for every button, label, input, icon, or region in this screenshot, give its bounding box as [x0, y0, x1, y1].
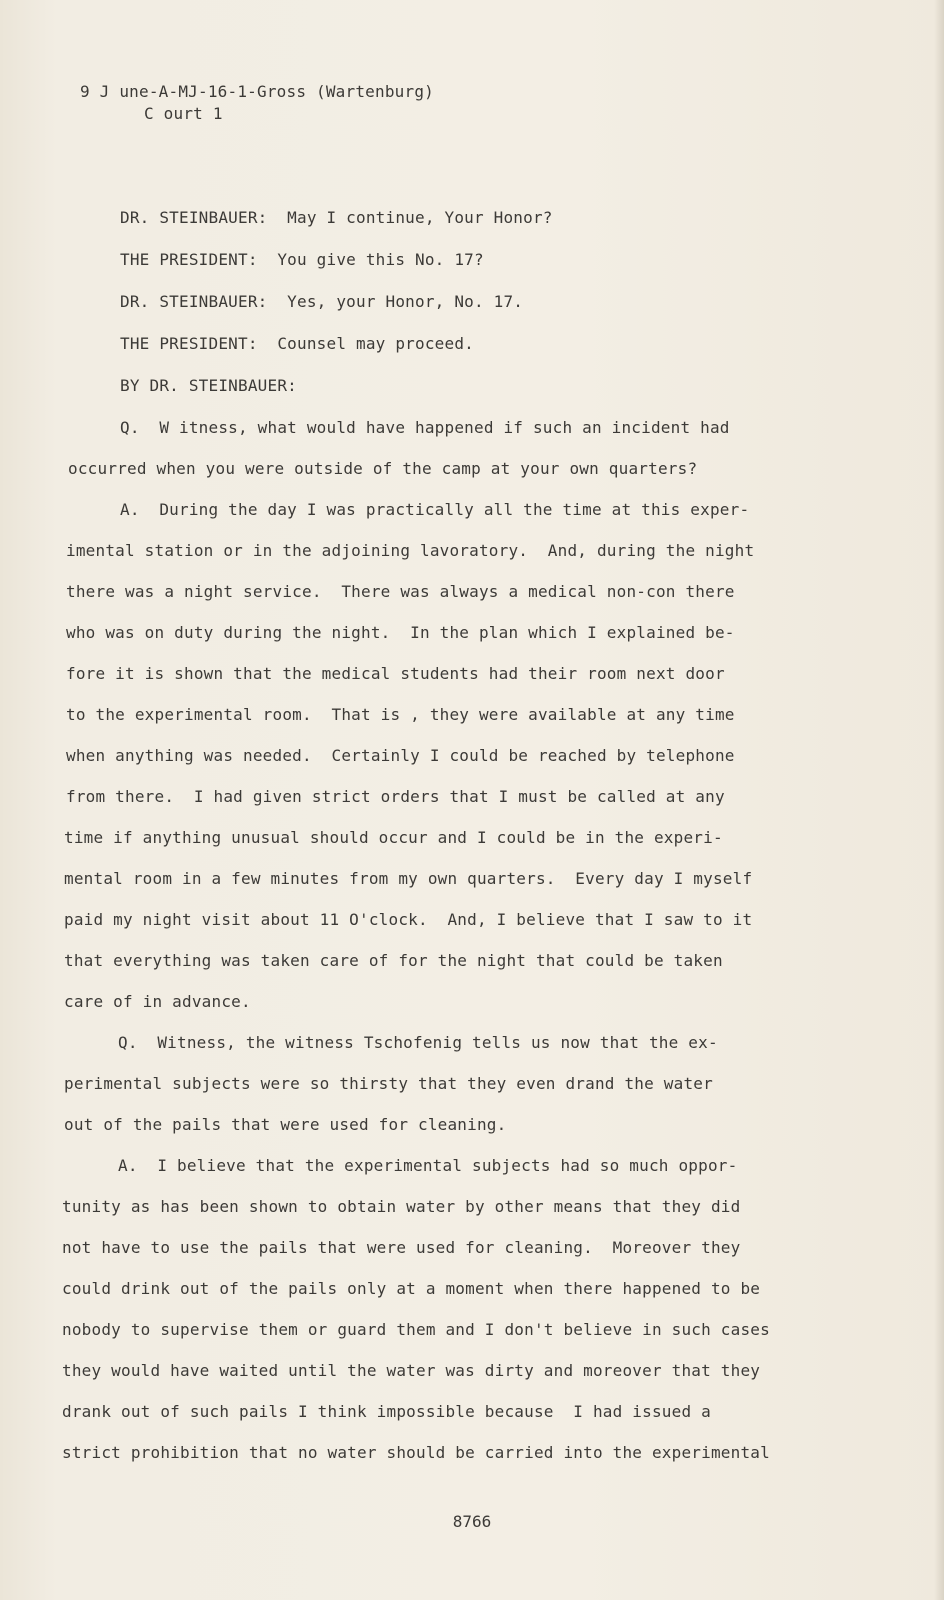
transcript-line: not have to use the pails that were used for cleaning. Moreover they: [62, 1238, 741, 1257]
transcript-line: strict prohibition that no water should be carried into the experimental: [62, 1443, 770, 1462]
transcript-line: drank out of such pails I think impossible because I had issued a: [62, 1402, 711, 1421]
transcript-line: they would have waited until the water was dirty and moreover that they: [62, 1361, 761, 1380]
transcript-line: who was on duty during the night. In the plan which I explained be-: [66, 623, 735, 642]
transcript-line: paid my night visit about 11 O'clock. And, I believe that I saw to it: [64, 910, 753, 929]
transcript-line: A. I believe that the experimental subjects had so much oppor-: [118, 1156, 738, 1175]
transcript-line: out of the pails that were used for cleaning.: [64, 1115, 507, 1134]
transcript-line: to the experimental room. That is , they were available at any time: [66, 705, 735, 724]
transcript-line: perimental subjects were so thirsty that they even drand the water: [64, 1074, 713, 1093]
transcript-line: BY DR. STEINBAUER:: [120, 376, 297, 395]
transcript-line: time if anything unusual should occur and I could be in the experi-: [64, 828, 723, 847]
transcript-line: imental station or in the adjoining lavoratory. And, during the night: [66, 541, 755, 560]
transcript-line: THE PRESIDENT: You give this No. 17?: [120, 250, 484, 269]
transcript-line: there was a night service. There was always a medical non-con there: [66, 582, 735, 601]
transcript-line: that everything was taken care of for the night that could be taken: [64, 951, 723, 970]
transcript-line: A. During the day I was practically all the time at this exper-: [120, 500, 750, 519]
transcript-line: Q. Witness, the witness Tschofenig tells us now that the ex-: [118, 1033, 718, 1052]
transcript-line: Q. W itness, what would have happened if such an incident had: [120, 418, 730, 437]
transcript-line: care of in advance.: [64, 992, 251, 1011]
header-case-line: 9 J une-A-MJ-16-1-Gross (Wartenburg): [80, 82, 434, 101]
header-court-line: C ourt 1: [144, 104, 223, 123]
transcript-line: mental room in a few minutes from my own quarters. Every day I myself: [64, 869, 753, 888]
transcript-line: fore it is shown that the medical students had their room next door: [66, 664, 725, 683]
page-number: 8766: [452, 1512, 492, 1531]
page-edge-shadow: [934, 0, 944, 1600]
transcript-line: THE PRESIDENT: Counsel may proceed.: [120, 334, 474, 353]
transcript-line: DR. STEINBAUER: Yes, your Honor, No. 17.: [120, 292, 524, 311]
transcript-line: DR. STEINBAUER: May I continue, Your Honor?: [120, 208, 553, 227]
transcript-line: tunity as has been shown to obtain water by other means that they did: [62, 1197, 741, 1216]
transcript-line: could drink out of the pails only at a moment when there happened to be: [62, 1279, 761, 1298]
transcript-line: nobody to supervise them or guard them and I don't believe in such cases: [62, 1320, 770, 1339]
transcript-line: when anything was needed. Certainly I could be reached by telephone: [66, 746, 735, 765]
transcript-line: from there. I had given strict orders that I must be called at any: [66, 787, 725, 806]
transcript-line: occurred when you were outside of the camp at your own quarters?: [68, 459, 698, 478]
